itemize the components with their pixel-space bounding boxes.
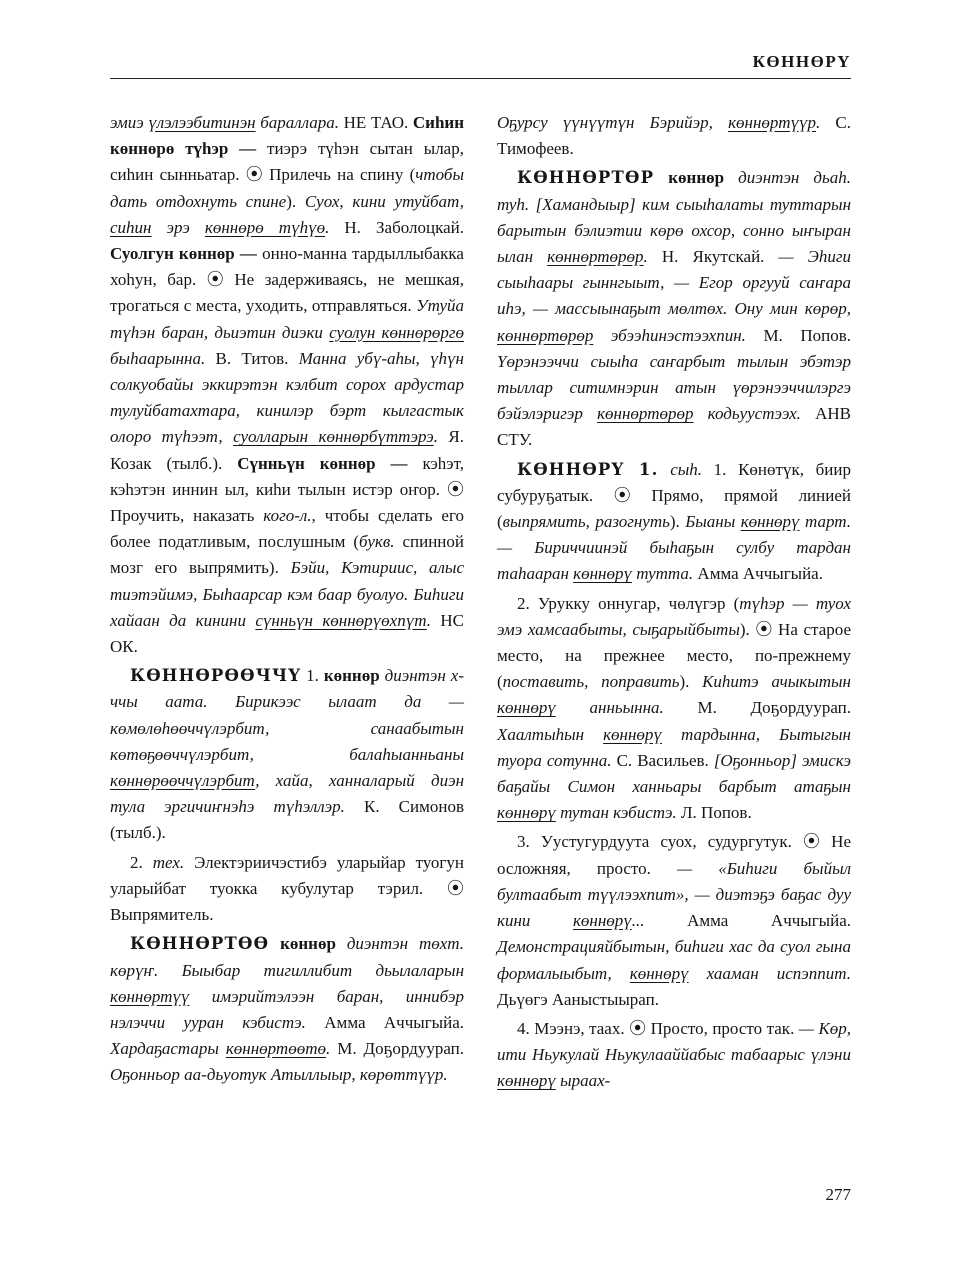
entry-continuation: эмиэ үлэлээбитинэн бараллара. НЕ ТАО. Сиһин көннөрө түһэр — тиэрэ түһэн сытан ылар, сиһин сынньатар. ⦿ Прилечь на спину (чтобы дать отдохнуть спине). Суох, кини утуйбат, сиһин эрэ көннөрө түһүө. Н. Заболоцкай. Суолгун көннөр — онно-манна тардыллыбакка хоһун, бар. ⦿ Не задерживаясь, не мешкая, трогаться с места, уходить, отправляться. Утуйа түһэн баран, дьиэтин диэки суолун көннөрөргө быһаарынна. В. Титов. Манна убү-аһы, үһүн солкуобайы эккирэтэн кэлбит сорох ардустар тулуйбатахтара, кинилэр бэрт кылгастык олоро түһээт, суолларын көннөрбүттэрэ. Я. Козак (тылб.). Сүнньүн көннөр — кэһэт, кэһэтэн иннин ыл, киһи тылын истэр оҥор. ⦿ Проучить, наказать кого-л., чтобы сделать его более податливым, послушным (букв. спинной мозг его выпрямить). Бэйи, Кэтириис, алыс тиэтэйимэ, Быһаарсар кэм баар буолуо. Биһиги хайаан да кинини сүнньүн көннөрүөхпүт. НС ОК. [110,113,465,657]
page-number: 277 [825,1185,851,1204]
entry-konnoru: КӨННӨРҮ 1. сыһ. 1. Көнөтүк, биир субуруҕатык. ⦿ Прямо, прямой линией (выпрямить, разогнуть). Быаны көннөрү тарт. — Бириччиинэй быһаҕын сулбу тардан таһааран көннөрү тутта. Амма Аччыгыйа. [497,459,851,584]
entry-sense-2: 2. тех. Электэриичэстибэ уларыйар туогун уларыйбат туокка кубулутар тэрил. ⦿ Выпрямитель. [110,852,464,925]
left-column [110,110,464,1089]
right-column [497,110,851,1095]
entry-sense-2: 2. Урукку оннугар, чөлүгэр (түһэр — туох эмэ хамсаабыты, сыҕарыйбыты). ⦿ На старое место, на прежнее место, по-прежнему (поставить, поправить). Киһитэ ачыкытын көннөрү анньынна. М. Доҕордуурап. Хаалтыһын көннөрү тардынна, Бытыгын туора сотунна. С. Васильев. [Оҕонньор] эмискэ баҕайы Симон ханньары барбыт атаҕын көннөрү тутан кэбистэ. Л. Попов. [497,593,851,823]
entry-continuation: Оҕурсу үүнүүтүн Бэрийэр, көннөртүүр. С. Тимофеев. [497,113,851,159]
running-head: КӨННӨРҮ [752,52,851,71]
entry-sense-3: 3. Уустугурдуута суох, судургутук. ⦿ Не осложняя, просто. — «Биһиги быйыл бултаабыт түүлээхпит», — диэтэҕэ баҕас дуу кини көннөрү... Амма Аччыгыйа. Демонстрацияйбытын, биһиги хас да суол гына формалыыбыт, көннөрү хааман испэппит. Дьүөгэ Ааныстыырап. [497,832,852,1009]
entry-konnortoo: КӨННӨРТӨӨ көннөр диэнтэн төхт. көрүҥ. Быыбар тигиллибит дьылаларын көннөртүү имэрийтэлээн баран, иннибэр нэлэччи ууран кэбистэ. Амма Аччыгыйа. Хардаҕастары көннөртөөтө. М. Доҕордуурап. Оҕонньор аа-дьуотук Атыллыыр, көрөттүүр. [110,934,465,1085]
entry-konnortor: КӨННӨРТӨР көннөр диэнтэн дьаһ. туһ. [Хамандыыр] ким сыыһалаты туттарын барытын бэлиэтии көрө охсор, сонно ыҥыран ылан көннөртөрөр. Н. Якутскай. — Эһиги сыыһаары гыннгыыт, — Егор оргууй саҥара иһэ, — массыынаҕыт мөлтөх. Ону мин көрөр, көннөртөрөр эбээһинэстээхпин. М. Попов. Үөрэнээччи сыыһа саҥарбыт тылын эбэтэр тыллар ситимнэрин атын үөрэнээччилэргэ бэйэлэригэр көннөртөрөр кодьуустээх. АНВ СТУ. [497,168,851,450]
entry-sense-4: 4. Мээнэ, таах. ⦿ Просто, просто так. — Көр, ити Ньукулай Ньукулааййабыс табаарыс үлэни көннөрү ыраах- [497,1018,851,1091]
entry-konnoroochchu: КӨННӨРӨӨЧЧҮ 1. көннөр диэнтэн х-ччы аата. Бирикээс ылаат да — көмөлөһөөччүлэрбит, санаабытын көтөҕөөччүлэрбит, балаһыанньаны көннөрөөччүлэрбит, хайа, ханналарый диэн тула эргичиҥнэһэ түһэллэр. К. Симонов (тылб.). [110,666,464,843]
header-rule [110,78,851,79]
